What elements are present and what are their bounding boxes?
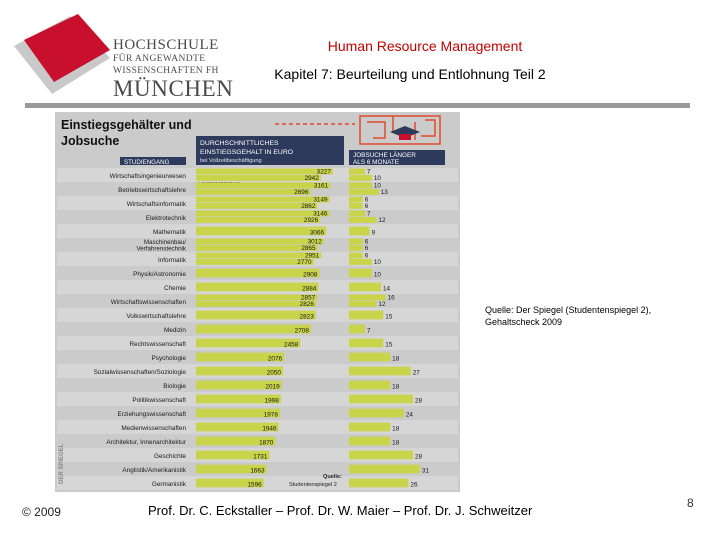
- category-label: Mathematik: [152, 228, 186, 236]
- job-search-bar: [349, 175, 372, 181]
- logo-line-2: FÜR ANGEWANDTE: [113, 54, 206, 64]
- salary-bar: [196, 217, 320, 223]
- job-search-bar: [349, 339, 383, 348]
- source-note: Quelle: Der Spiegel (Studentenspiegel 2), Gehaltscheck 2009: [485, 305, 652, 327]
- col2-header-line-2: EINSTIEGSGEHALT IN EURO: [200, 149, 294, 156]
- chart-row: [163, 381, 399, 391]
- job-search-bar: [349, 325, 365, 334]
- salary-bar: [196, 283, 318, 292]
- salary-value: 1731: [253, 453, 268, 461]
- salary-value: 2862: [301, 202, 316, 210]
- category-label: Verfahrenstechnik: [136, 245, 186, 253]
- job-search-value: 7: [367, 327, 371, 335]
- salary-value: 3146: [313, 210, 328, 218]
- salary-infographic: [55, 112, 460, 492]
- job-search-value: 28: [415, 453, 423, 461]
- job-search-bar: [349, 245, 363, 251]
- col2-header-line-1: DURCHSCHNITTLICHES: [200, 140, 279, 147]
- category-label: Architektur, Innenarchitektur: [106, 438, 186, 446]
- job-search-value: 24: [405, 411, 413, 419]
- category-label: Medizin: [163, 326, 186, 334]
- category-label: Physik/Astronomie: [133, 270, 186, 278]
- job-search-bar: [349, 227, 370, 236]
- col1-header: STUDIENGANG: [124, 159, 170, 166]
- salary-bar: [196, 295, 317, 301]
- salary-bar: [196, 239, 324, 245]
- salary-value: 2826: [299, 300, 314, 308]
- salary-bar: [196, 227, 326, 236]
- salary-bar: [196, 311, 316, 320]
- job-search-bar: [349, 211, 365, 217]
- job-search-value: 15: [385, 341, 393, 349]
- job-search-value: 12: [378, 216, 386, 224]
- salary-value: 2926: [303, 216, 319, 224]
- category-label: Biologie: [163, 382, 186, 390]
- job-search-value: 6: [364, 252, 369, 260]
- slide-title: Human Resource Management: [327, 38, 523, 54]
- job-search-bar: [349, 437, 390, 446]
- job-search-bar: [349, 353, 390, 362]
- chart-row: [106, 437, 399, 447]
- job-search-bar: [349, 253, 363, 259]
- category-label: Wirtschaftsinformatik: [126, 200, 186, 208]
- job-search-bar: [349, 479, 408, 488]
- col3-header-line-2: ALS 6 MONATE: [353, 159, 400, 166]
- job-search-value: 18: [392, 355, 400, 363]
- slide-subtitle: Kapitel 7: Beurteilung und Entlohnung Teil 2: [274, 66, 546, 82]
- salary-bar: [196, 259, 314, 265]
- job-search-bar: [349, 283, 381, 292]
- salary-value: 3149: [313, 196, 328, 204]
- job-search-bar: [349, 395, 413, 404]
- job-search-value: 6: [364, 196, 369, 204]
- salary-bar: [196, 325, 311, 334]
- job-search-bar: [349, 301, 376, 307]
- salary-value: 2908: [303, 271, 318, 279]
- category-label: Erziehungswissenschaft: [117, 410, 186, 418]
- salary-value: 2708: [294, 327, 309, 335]
- category-label: Volkswirtschaftslehre: [126, 312, 186, 320]
- job-search-bar: [349, 409, 404, 418]
- salary-value: 1946: [262, 425, 277, 433]
- job-search-bar: [349, 311, 383, 320]
- chart-row: [57, 364, 458, 378]
- job-search-bar: [349, 423, 390, 432]
- job-search-bar: [349, 197, 363, 203]
- job-search-value: 18: [392, 425, 400, 433]
- salary-value: 1870: [259, 439, 274, 447]
- job-search-value: 12: [378, 300, 386, 308]
- salary-bar: [196, 301, 316, 307]
- chart-row: [57, 420, 458, 434]
- job-search-bar: [349, 381, 390, 390]
- job-search-bar: [349, 295, 386, 301]
- salary-bar: [196, 197, 330, 203]
- salary-bar: [196, 169, 333, 175]
- category-label: Informatik: [157, 256, 186, 264]
- job-search-value: 6: [364, 238, 369, 246]
- job-search-value: 9: [371, 229, 376, 237]
- job-search-bar: [349, 183, 372, 189]
- chart-row: [57, 196, 458, 210]
- figure-title-line-1: Einstiegsgehälter und: [61, 118, 192, 132]
- category-label: Sozialwissenschaften/Soziologie: [93, 368, 186, 376]
- salary-value: 2076: [267, 355, 283, 363]
- category-label: Anglistik/Amerikanistik: [122, 466, 186, 474]
- salary-value: 2823: [299, 313, 314, 321]
- job-search-value: 16: [387, 294, 395, 302]
- job-search-value: 15: [385, 313, 393, 321]
- salary-bar: [196, 245, 318, 251]
- category-label: Geschichte: [154, 452, 186, 460]
- salary-value: 1596: [247, 481, 262, 489]
- chart-row: [57, 392, 458, 406]
- figure-source-line-1: Quelle:: [323, 474, 342, 480]
- copyright-label: © 2009: [22, 505, 61, 519]
- salary-value: 2857: [300, 294, 316, 302]
- job-search-bar: [349, 269, 372, 278]
- salary-value: 3066: [309, 229, 325, 237]
- chart-row: [57, 280, 458, 294]
- job-search-value: 10: [373, 182, 381, 190]
- salary-value: 2942: [304, 174, 319, 182]
- figure-title-line-2: Jobsuche: [61, 134, 120, 148]
- category-label: Betriebswirtschaftslehre: [118, 186, 186, 194]
- job-search-bar: [349, 217, 376, 223]
- category-label: Wirtschaftswissenschaften: [110, 298, 186, 306]
- job-search-bar: [349, 203, 363, 209]
- job-search-value: 6: [364, 244, 369, 252]
- job-search-value: 6: [364, 202, 369, 210]
- category-label: Chemie: [163, 284, 186, 292]
- chart-row: [57, 448, 458, 462]
- chart-row: [57, 252, 458, 266]
- job-search-value: 18: [392, 383, 400, 391]
- authors-footer: Prof. Dr. C. Eckstaller – Prof. Dr. W. Maier – Prof. Dr. J. Schweitzer: [148, 503, 533, 518]
- col3-header-line-1: JOBSUCHE LÄNGER: [353, 152, 416, 159]
- salary-value: 2696: [294, 188, 309, 196]
- job-search-value: 26: [410, 481, 418, 489]
- salary-bar: [196, 269, 319, 278]
- salary-value: 2770: [297, 258, 312, 266]
- category-label: Politikwissenschaft: [132, 396, 186, 404]
- logo-line-4: MÜNCHEN: [113, 76, 234, 101]
- category-label: Rechtswissenschaft: [129, 340, 186, 348]
- logo-line-1: HOCHSCHULE: [113, 37, 219, 53]
- job-search-value: 14: [383, 285, 391, 293]
- job-search-bar: [349, 465, 420, 474]
- salary-value: 1978: [263, 411, 278, 419]
- salary-value: 1663: [250, 467, 265, 475]
- col2-header-line-3: bei Vollzeitbeschäftigung: [200, 158, 262, 164]
- job-search-value: 13: [380, 188, 388, 196]
- job-search-value: 10: [373, 174, 381, 182]
- salary-value: 3161: [313, 182, 329, 190]
- job-search-value: 10: [373, 258, 381, 266]
- salary-value: 2951: [304, 252, 320, 260]
- logo-line-3: WISSENSCHAFTEN FH: [113, 65, 219, 76]
- category-label: Medienwissenschaften: [121, 424, 186, 432]
- salary-value: 3012: [307, 238, 322, 246]
- figure-source-line-2: Studentenspiegel 2: [289, 482, 337, 488]
- job-search-value: 31: [421, 467, 429, 475]
- salary-bar: [196, 183, 330, 189]
- job-search-bar: [349, 367, 411, 376]
- job-search-bar: [349, 259, 372, 265]
- chart-row: [57, 336, 458, 350]
- salary-value: 2019: [265, 383, 280, 391]
- salary-bar: [196, 203, 317, 209]
- header-divider: [25, 103, 690, 108]
- category-label: Elektrotechnik: [145, 214, 186, 222]
- salary-value: 1998: [264, 397, 279, 405]
- job-search-value: 28: [415, 397, 423, 405]
- category-label: Maschinenbau/: [144, 238, 186, 246]
- job-search-value: 7: [367, 210, 371, 218]
- salary-value: 2884: [302, 285, 317, 293]
- chart-row: [57, 476, 458, 490]
- chart-row: [57, 168, 458, 182]
- chart-row: [117, 409, 413, 419]
- category-label: Germanistik: [151, 480, 186, 488]
- salary-chart: [55, 112, 460, 492]
- job-search-bar: [349, 239, 363, 245]
- salary-value: 2865: [301, 244, 316, 252]
- salary-bar: [196, 175, 321, 181]
- job-search-bar: [349, 169, 365, 175]
- job-search-bar: [349, 451, 413, 460]
- salary-bar: [196, 211, 329, 217]
- chart-row: [57, 224, 458, 238]
- job-search-bar: [349, 189, 379, 195]
- university-logo: [12, 12, 234, 101]
- publisher-stamp: DER SPIEGEL: [59, 443, 65, 484]
- job-search-value: 10: [373, 271, 381, 279]
- category-label: Psychologie: [151, 354, 186, 362]
- job-search-value: 7: [367, 168, 371, 176]
- salary-bar: [196, 253, 321, 259]
- page-number: 8: [687, 496, 694, 510]
- salary-value: 2458: [284, 341, 299, 349]
- job-search-value: 18: [392, 439, 400, 447]
- category-label: Wirtschaftsingenieurwesen: [109, 172, 186, 180]
- salary-value: 3227: [316, 168, 331, 176]
- chart-row: [57, 308, 458, 322]
- job-search-value: 27: [412, 369, 420, 377]
- salary-value: 2050: [266, 369, 281, 377]
